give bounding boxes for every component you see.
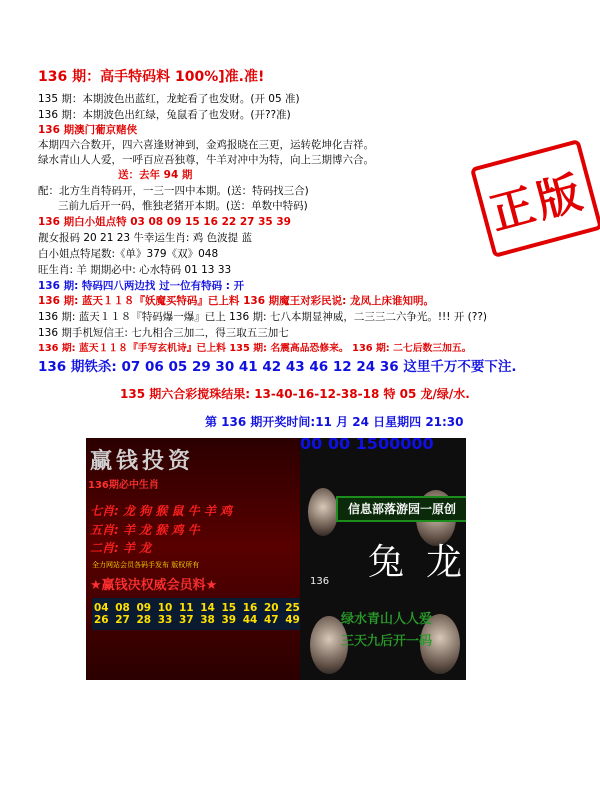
text-line: 配：北方生肖特码开，一三一四中本期。(送：特码找三合) [38, 185, 309, 197]
number-cell: 25 [285, 602, 300, 614]
number-cell: 14 [200, 602, 215, 614]
text-line: 136 期白小姐点特 03 08 09 15 16 22 27 35 39 [38, 216, 291, 228]
right-line: 三天九后开一码 [341, 634, 433, 649]
number-cell: 39 [221, 614, 237, 626]
text-line: 送：去年 94 期 [118, 169, 193, 181]
zodiac-row: 七肖: 龙 狗 猴 鼠 牛 羊 鸡 [90, 504, 233, 518]
portrait-image [308, 488, 338, 536]
text-line: 136 期手机短信王: 七九相合三加二，得三取五三加七 [38, 327, 289, 339]
text-line: 135 期：本期波色出蓝红，龙蛇看了也发财。(开 05 准) [38, 93, 300, 105]
zodiac-row: 二肖: 羊 龙 [90, 541, 152, 555]
number-row [94, 602, 300, 614]
number-cell: 44 [242, 614, 258, 626]
club-label: ★赢钱决权威会员料★ [90, 578, 218, 593]
text-line: 136 期: 蓝天１１８『特码爆一爆』已上 136 期: 七八本期显神威，二三三二六争光。!!! 开 (??) [38, 311, 487, 323]
text-line: 136 期铁杀: 07 06 05 29 30 41 42 43 46 12 24 36 这里千万不要下注. [38, 359, 517, 375]
right-line: 绿水青山人人爱 [341, 612, 433, 627]
number-cell: 26 [94, 614, 109, 626]
text-line: 白小姐点特尾数:《单》379《双》048 [38, 248, 219, 260]
right-sign: 信息部落游园一原创 [336, 496, 466, 522]
text-line: 135 期六合彩搅珠结果: 13-40-16-12-38-18 特 05 龙/绿/水. [120, 387, 470, 401]
number-cell: 16 [242, 602, 258, 614]
zodiac-rabbit: 兔 [368, 542, 405, 583]
number-cell: 33 [157, 614, 173, 626]
number-row [94, 614, 300, 626]
number-cell: 20 [264, 602, 279, 614]
right-top-text: 00 00 1500000 [300, 438, 434, 450]
number-cell: 49 [285, 614, 300, 626]
genuine-stamp [470, 139, 600, 258]
number-cell: 47 [264, 614, 279, 626]
right-period: 136 [310, 576, 330, 587]
small-print: 全力网站会员各码手发布 版权所有 [92, 561, 200, 569]
text-line: 三前九后开一码，惟独老猪开本期。(送：单数中特码) [58, 200, 308, 212]
must-win-label: 136期必中生肖 [88, 480, 159, 491]
stamp-text: 正版 [484, 165, 591, 240]
page-title: 136 期：高手特码料 100%]准.准! [38, 69, 265, 85]
banner-header: 赢钱投资 [90, 448, 195, 474]
number-cell: 28 [136, 614, 152, 626]
number-cell: 11 [179, 602, 194, 614]
text-line: 本期四六合数开，四六喜逢财神到，金鸡报晓在三更，运转乾坤化吉祥。 [38, 139, 374, 151]
left-panel [86, 438, 300, 680]
number-grid [92, 598, 302, 630]
text-line: 136 期: 蓝天１１８『手写玄机诗』已上料 135 期: 名震高品恐修来。 136 期: 二七后数三加五。 [38, 343, 472, 354]
text-line: 靓女报码 20 21 23 牛幸运生肖: 鸡 色波提 蓝 [38, 232, 252, 244]
text-line: 绿水青山人人爱，一呼百应吾独尊，牛羊对冲中为特，向上三期博六合。 [38, 154, 374, 166]
text-line: 旺生肖: 羊 期期必中: 心水特码 01 13 33 [38, 264, 232, 276]
number-cell: 10 [157, 602, 173, 614]
number-cell: 09 [136, 602, 152, 614]
number-cell: 15 [221, 602, 237, 614]
banner-image [86, 438, 466, 680]
zodiac-dragon: 龙 [426, 542, 463, 583]
number-cell: 08 [115, 602, 130, 614]
text-line: 136 期：本期波色出红绿，兔鼠看了也发财。(开??准) [38, 109, 291, 121]
text-line: 136 期: 特码四八两边找 过一位有特码 : 开 [38, 280, 245, 292]
text-line: 136 期: 蓝天１１８『妖魔买特码』已上料 136 期魔王对彩民说: 龙凤上床谁知明。 [38, 295, 435, 307]
zodiac-row: 五肖: 羊 龙 猴 鸡 牛 [90, 523, 200, 537]
text-line: 136 期澳门葡京赌侠 [38, 124, 138, 136]
number-cell: 37 [179, 614, 194, 626]
number-cell: 04 [94, 602, 109, 614]
number-cell: 38 [200, 614, 215, 626]
number-cell: 27 [115, 614, 130, 626]
draw-time: 第 136 期开奖时间:11 月 24 日星期四 21:30 [205, 415, 464, 429]
